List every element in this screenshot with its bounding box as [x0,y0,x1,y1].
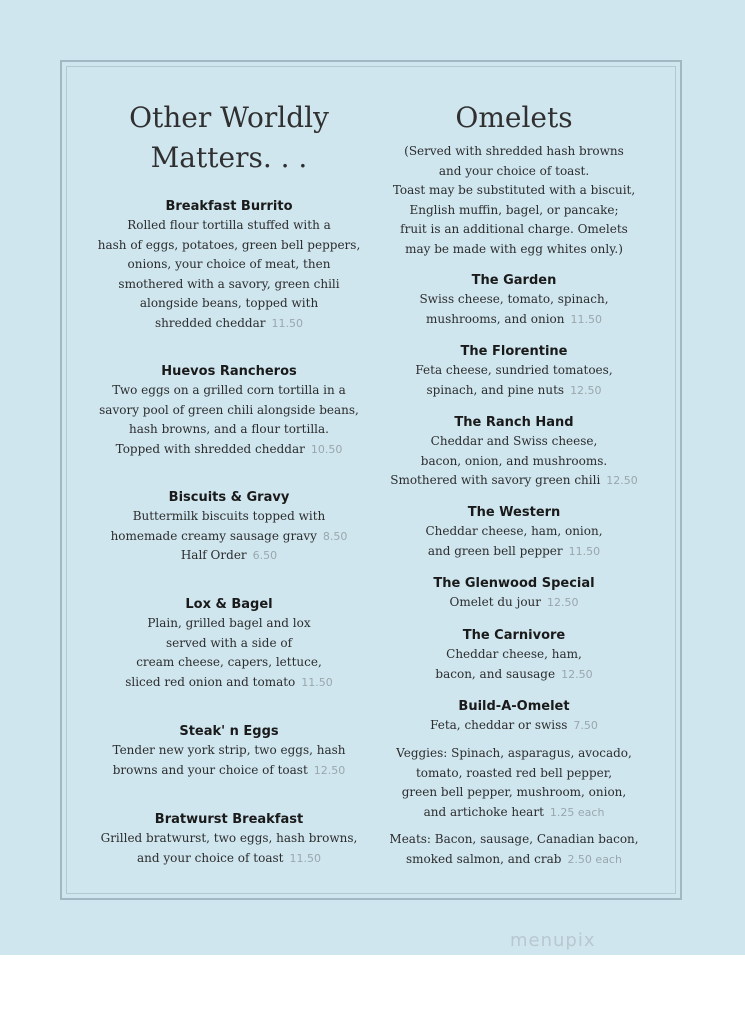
menu-item-steak-eggs: Steak' n Eggs Tender new york strip, two eggs, hash browns and your choice of toast 12.50 [96,722,362,780]
menu-item-the-glenwood-special: The Glenwood Special Omelet du jour 12.50 [380,574,648,613]
item-name: Biscuits & Gravy [168,490,290,505]
veggie-price: 1.25 each [549,805,605,819]
menu-item-the-carnivore: The Carnivore Cheddar cheese, ham, bacon, and sausage 12.50 [380,626,648,684]
item-name: Build-A-Omelet [458,699,570,714]
veggie-add-ons: Veggies: Spinach, asparagus, avocado, tomato, roasted red bell pepper, green bell pepper, mushroom, onion, and artichoke heart 1.25 each [396,746,632,819]
menu-item-the-garden: The Garden Swiss cheese, tomato, spinach, mushrooms, and onion 11.50 [380,271,648,329]
item-name: Lox & Bagel [185,597,273,612]
item-name: Bratwurst Breakfast [154,812,304,827]
omelets-intro: (Served with shredded hash browns and your choice of toast. Toast may be substituted with a biscuit, English muffin, bagel, or pancake; fruit is an additional charge. Omelets may be made with egg whites only.) [392,144,636,256]
menu-item-breakfast-burrito: Breakfast Burrito Rolled flour tortilla stuffed with a hash of eggs, potatoes, green bell peppers, onions, your choice of meat, then smothered with a savory, green chili alongside beans, topped with shredded cheddar 11.50 [97,199,361,330]
menu-item-the-ranch-hand: The Ranch Hand Cheddar and Swiss cheese, bacon, onion, and mushrooms. Smothered with savory green chili 12.50 [380,413,648,491]
item-price: 12.50 [570,383,602,397]
meat-add-ons: Meats: Bacon, sausage, Canadian bacon, smoked salmon, and crab 2.50 each [389,832,639,866]
item-price: 11.50 [301,675,333,689]
item-price: 11.50 [289,851,321,865]
item-name: The Western [467,505,561,520]
menu-item-build-a-omelet: Build-A-Omelet Feta, cheddar or swiss 7.50 [380,697,648,736]
item-price: 7.50 [573,719,598,732]
watermark-logo: menupix [510,930,596,951]
item-name: Huevos Rancheros [161,364,297,379]
item-name: The Florentine [460,344,568,359]
meat-price: 2.50 each [567,852,622,866]
half-order-price: 6.50 [252,549,278,562]
item-name: The Ranch Hand [454,415,574,430]
menu-item-the-western: The Western Cheddar cheese, ham, onion, and green bell pepper 11.50 [380,503,648,561]
section-title: Other Worldly Matters. . . [129,101,329,174]
item-price: 10.50 [310,442,343,456]
item-name: The Carnivore [462,628,566,643]
item-price: 12.50 [313,763,346,777]
item-name: Breakfast Burrito [165,199,293,214]
item-price: 12.50 [606,474,638,487]
menu-item-lox-bagel: Lox & Bagel Plain, grilled bagel and lox served with a side of cream cheese, capers, lettuce, sliced red onion and tomato 11.50 [96,595,362,692]
item-price: 12.50 [547,596,579,609]
menu-item-bratwurst-breakfast: Bratwurst Breakfast Grilled bratwurst, two eggs, hash browns, and your choice of toast 11.50 [96,810,362,868]
item-price: 8.50 [322,529,348,543]
item-price: 11.50 [568,544,601,558]
item-price: 11.50 [271,316,303,330]
item-name: Steak' n Eggs [179,724,279,739]
item-price: 11.50 [570,312,602,326]
section-title: Omelets [455,101,573,134]
item-price: 12.50 [561,667,593,681]
item-name: The Garden [471,273,557,288]
menu-item-the-florentine: The Florentine Feta cheese, sundried tomatoes, spinach, and pine nuts 12.50 [380,342,648,400]
menu-item-biscuits-gravy: Biscuits & Gravy Buttermilk biscuits topped with homemade creamy sausage gravy 8.50 Half Order 6.50 [96,488,362,566]
item-name: The Glenwood Special [433,576,595,591]
menu-item-huevos-rancheros: Huevos Rancheros Two eggs on a grilled corn tortilla in a savory pool of green chili alongside beans, hash browns, and a flour tortilla. Topped with shredded cheddar 10.50 [96,362,362,459]
